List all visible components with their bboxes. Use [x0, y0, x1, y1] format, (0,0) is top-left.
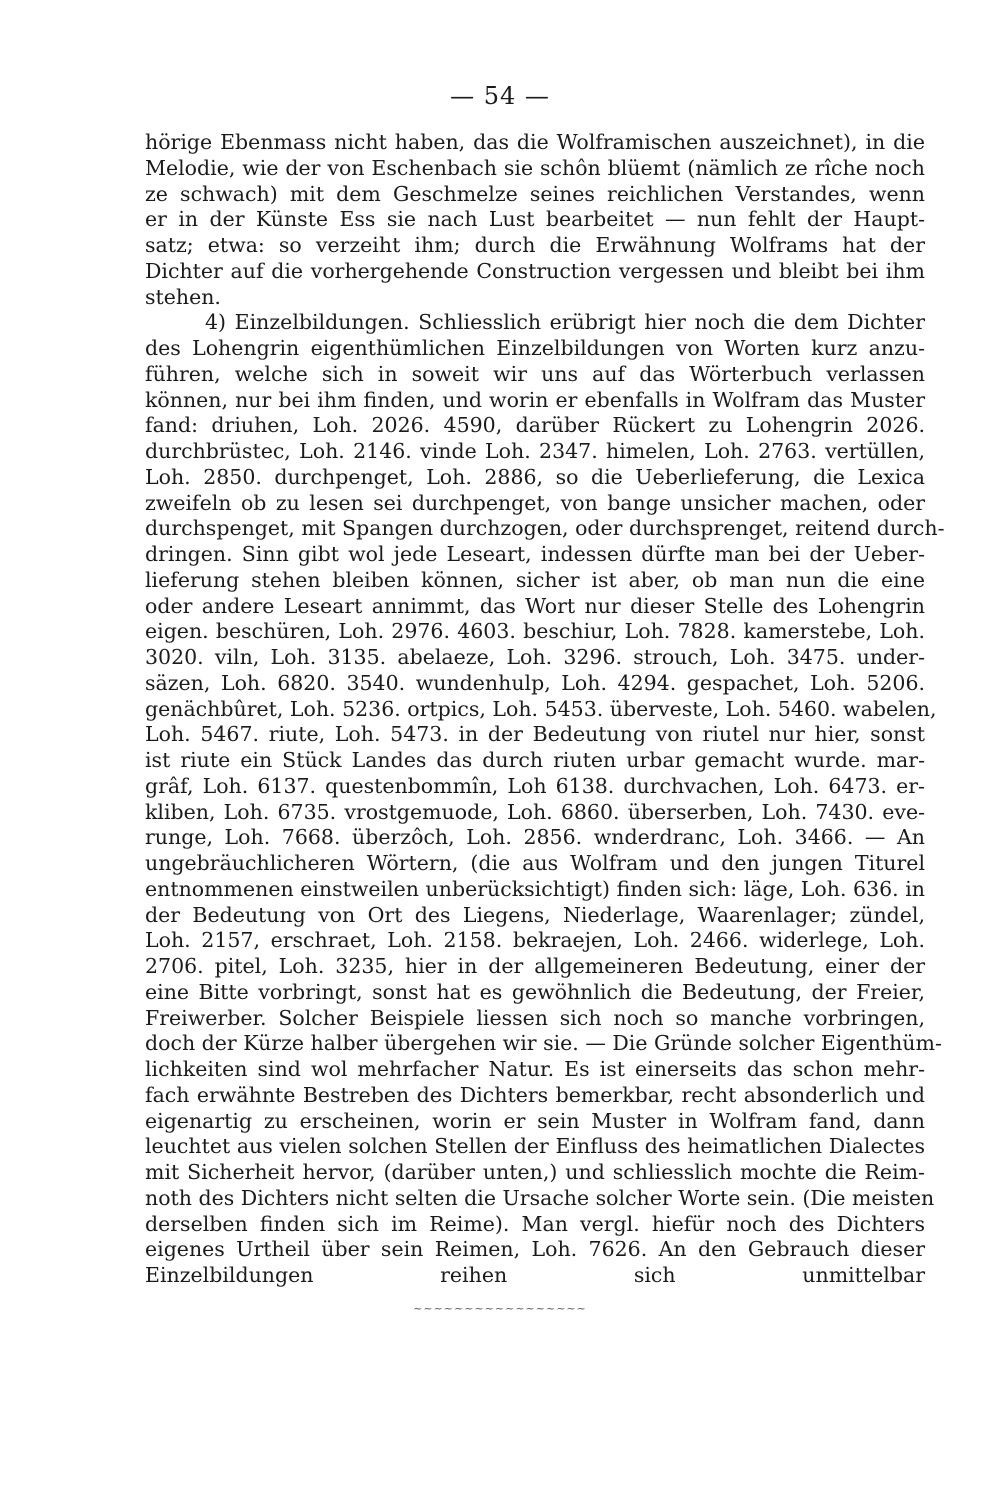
text-line: eigenes Urtheil über sein Reimen, Loh. 7626. An den Gebrauch dieser: [145, 1237, 925, 1262]
text-line: Dichter auf die vorhergehende Construction vergessen und bleibt bei ihm: [145, 258, 925, 283]
text-line: derselben finden sich im Reime). Man vergl. hiefür noch des Dichters: [145, 1211, 925, 1236]
body-text: [145, 130, 945, 1315]
text-line: der Bedeutung von Ort des Liegens, Niederlage, Waarenlager; zündel,: [145, 902, 925, 927]
text-line: dringen. Sinn gibt wol jede Leseart, indessen dürfte man bei der Ueber-: [145, 542, 925, 566]
text-line: des Lohengrin eigenthümlichen Einzelbildungen von Worten kurz anzu-: [145, 336, 925, 360]
text-line: säzen, Loh. 6820. 3540. wundenhulp, Loh. 4294. gespachet, Loh. 5206.: [145, 670, 925, 695]
text-line: führen, welche sich in soweit wir uns auf das Wörterbuch verlassen: [145, 361, 925, 386]
text-line: durchspenget, mit Spangen durchzogen, oder durchsprenget, reitend durch-: [145, 516, 945, 541]
text-line: Melodie, wie der von Eschenbach sie schôn blüemt (nämlich ze rîche noch: [145, 155, 925, 180]
text-line: 2706. pitel, Loh. 3235, hier in der allgemeineren Bedeutung, einer der: [145, 954, 925, 978]
text-line: Freiwerber. Solcher Beispiele liessen sich noch so manche vorbringen,: [145, 1005, 925, 1030]
text-line: eigenartig zu erscheinen, worin er sein Muster in Wolfram fand, dann: [145, 1108, 925, 1133]
text-line: Loh. 2850. durchpenget, Loh. 2886, so die Ueberlieferung, die Lexica: [145, 464, 925, 489]
text-line: doch der Kürze halber übergehen wir sie. — Die Gründe solcher Eigenthüm-: [145, 1031, 942, 1056]
text-line: eigen. beschüren, Loh. 2976. 4603. beschiur, Loh. 7828. kamerstebe, Loh.: [145, 619, 925, 644]
page-number: — 54 —: [450, 82, 550, 110]
text-line: lichkeiten sind wol mehrfacher Natur. Es ist einerseits das schon mehr-: [145, 1057, 925, 1081]
text-line: runge, Loh. 7668. überzôch, Loh. 2856. wnderdranc, Loh. 3466. — An: [145, 825, 925, 850]
text-line: mit Sicherheit hervor, (darüber unten,) und schliesslich mochte die Reim-: [145, 1160, 925, 1184]
text-line: leuchtet aus vielen solchen Stellen der Einfluss des heimatlichen Dialectes: [145, 1134, 925, 1159]
text-line: 4) Einzelbildungen. Schliesslich erübrigt hier noch die dem Dichter: [205, 310, 925, 335]
text-line: stehen.: [145, 284, 221, 309]
text-line: oder andere Leseart annimmt, das Wort nur dieser Stelle des Lohengrin: [145, 593, 925, 618]
end-ornament: ~~~~~~~~~~~~~~~~~: [413, 1302, 587, 1315]
text-line: fach erwähnte Bestreben des Dichters bemerkbar, recht absonderlich und: [145, 1082, 925, 1107]
text-line: ze schwach) mit dem Geschmelze seines reichlichen Verstandes, wenn: [145, 181, 925, 206]
text-line: eine Bitte vorbringt, sonst hat es gewöhnlich die Bedeutung, der Freier,: [145, 979, 925, 1004]
text-line: 3020. viln, Loh. 3135. abelaeze, Loh. 3296. strouch, Loh. 3475. under-: [145, 645, 925, 669]
text-line: fand: driuhen, Loh. 2026. 4590, darüber Rückert zu Lohengrin 2026.: [145, 413, 925, 438]
text-line: ungebräuchlicheren Wörtern, (die aus Wolfram und den jungen Titurel: [145, 851, 925, 875]
text-line: hörige Ebenmass nicht haben, das die Wolframischen auszeichnet), in die: [145, 130, 925, 154]
text-line: lieferung stehen bleiben können, sicher ist aber, ob man nun die eine: [145, 567, 925, 592]
text-line: grâf, Loh. 6137. questenbommîn, Loh 6138. durchvachen, Loh. 6473. er-: [145, 773, 925, 798]
text-line: Loh. 5467. riute, Loh. 5473. in der Bedeutung von riutel nur hier, sonst: [145, 722, 925, 747]
text-line: noth des Dichters nicht selten die Ursache solcher Worte sein. (Die meisten: [145, 1185, 935, 1210]
text-line: können, nur bei ihm finden, und worin er ebenfalls in Wolfram das Muster: [145, 387, 925, 412]
text-line: genächbûret, Loh. 5236. ortpics, Loh. 5453. überveste, Loh. 5460. wabelen,: [145, 696, 937, 721]
text-line: entnommenen einstweilen unberücksichtigt) finden sich: läge, Loh. 636. in: [145, 876, 925, 901]
text-line: ist riute ein Stück Landes das durch riuten urbar gemacht wurde. mar-: [145, 748, 925, 772]
text-line: satz; etwa: so verzeiht ihm; durch die Erwähnung Wolframs hat der: [145, 233, 925, 257]
text-line: zweifeln ob zu lesen sei durchpenget, von bange unsicher machen, oder: [145, 490, 925, 515]
text-line: Einzelbildungen reihen sich unmittelbar: [145, 1263, 925, 1287]
text-line: Loh. 2157, erschraet, Loh. 2158. bekraejen, Loh. 2466. widerlege, Loh.: [145, 928, 925, 953]
text-line: er in der Künste Ess sie nach Lust bearbeitet — nun fehlt der Haupt-: [145, 207, 925, 232]
text-line: durchbrüstec, Loh. 2146. vinde Loh. 2347. himelen, Loh. 2763. vertüllen,: [145, 439, 925, 463]
text-line: kliben, Loh. 6735. vrostgemuode, Loh. 6860. überserben, Loh. 7430. eve-: [145, 799, 925, 824]
